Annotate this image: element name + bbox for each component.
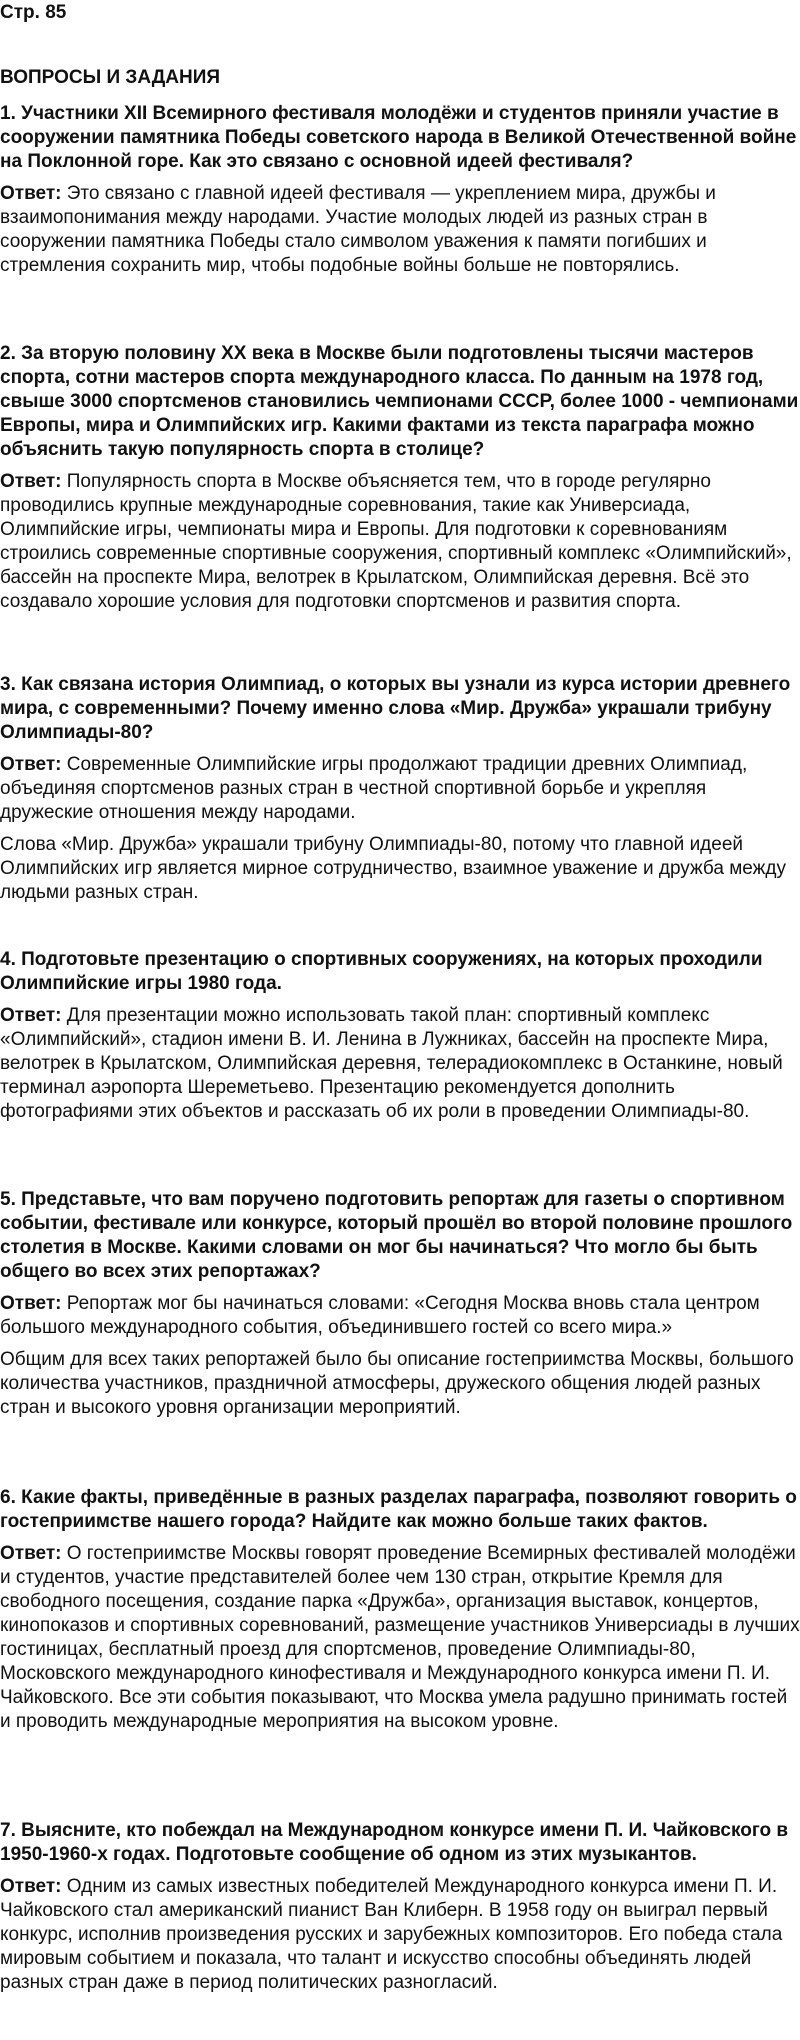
question-block-1	[0, 102, 800, 278]
question-text: 3. Как связана история Олимпиад, о которых вы узнали из курса истории древнего мира, с современными? Почему именно слова «Мир. Дружба» украшали трибуну Олимпиады-80?	[0, 674, 791, 743]
answer-label: Ответ:	[0, 754, 62, 775]
question-block-4	[0, 948, 800, 1124]
answer-body: Одним из самых известных победителей Международного конкурса имени П. И. Чайковского стал американский пианист Ван Клиберн. В 1958 году он выиграл первый конкурс, исполнив произведения русских и зарубежных композиторов. Его победа стала мировым событием и показала, что талант и искусство способны объединять людей разных стран даже в период политических разногласий.	[0, 1876, 783, 1993]
question-block-5	[0, 1188, 800, 1420]
section-title: ВОПРОСЫ И ЗАДАНИЯ	[0, 67, 221, 88]
answer-text	[0, 1004, 800, 1124]
answer-body: Современные Олимпийские игры продолжают традиции древних Олимпиад, объединяя спортсменов разных стран в честной спортивной борьбе и укрепляя дружеские отношения между народами.	[0, 754, 748, 823]
question-text: 4. Подготовьте презентацию о спортивных сооружениях, на которых проходили Олимпийские игры 1980 года.	[0, 949, 763, 994]
answer-body: О гостеприимстве Москвы говорят проведение Всемирных фестивалей молодёжи и студентов, участие представителей более чем 130 стран, открытие Кремля для свободного посещения, создание парка «Дружба», организация выставок, концертов, кинопоказов и спортивных соревнований, размещение участников Универсиады в лучших гостиницах, бесплатный проезд для спортсменов, проведение Олимпиады-80, Московского международного кинофестиваля и Международного конкурса имени П. И. Чайковского. Все эти события показывают, что Москва умела радушно принимать гостей и проводить международные мероприятия на высоком уровне.	[0, 1543, 800, 1732]
question-block-3	[0, 673, 800, 905]
question-block-6	[0, 1486, 800, 1734]
answer-body: Для презентации можно использовать такой план: спортивный комплекс «Олимпийский», стадион имени В. И. Ленина в Лужниках, бассейн на проспекте Мира, велотрек в Крылатском, Олимпийская деревня, телерадиокомплекс в Останкине, новый терминал аэропорта Шереметьево. Презентацию рекомендуется дополнить фотографиями этих объектов и рассказать об их роли в проведении Олимпиады-80.	[0, 1005, 783, 1122]
question-text: 2. За вторую половину XX века в Москве были подготовлены тысячи мастеров спорта, сотни мастеров спорта международного класса. По данным на 1978 год, свыше 3000 спортсменов становились чемпионами СССР, более 1000 - чемпионами Европы, мира и Олимпийских игр. Какими фактами из текста параграфа можно объяснить такую популярность спорта в столице?	[0, 343, 799, 460]
answer-text	[0, 753, 800, 825]
answer-label: Ответ:	[0, 1876, 62, 1897]
question-text: 6. Какие факты, приведённые в разных разделах параграфа, позволяют говорить о гостеприимстве нашего города? Найдите как можно больше таких фактов.	[0, 1487, 797, 1532]
answer-body: Популярность спорта в Москве объясняется тем, что в городе регулярно проводились крупные международные соревнования, такие как Универсиада, Олимпийские игры, чемпионаты мира и Европы. Для подготовки к соревнованиям строились современные спортивные сооружения, спортивный комплекс «Олимпийский», бассейн на проспекте Мира, велотрек в Крылатском, Олимпийская деревня. Всё это создавало хорошие условия для подготовки спортсменов и развития спорта.	[0, 471, 792, 612]
question-block-2	[0, 342, 800, 614]
answer-text	[0, 1292, 800, 1340]
answer-label: Ответ:	[0, 471, 62, 492]
answer-continuation: Общим для всех таких репортажей было бы описание гостеприимства Москвы, большого количества участников, праздничной атмосферы, дружеского общения людей разных стран и высокого уровня организации мероприятий.	[0, 1349, 794, 1418]
answer-body: Это связано с главной идеей фестиваля — укреплением мира, дружбы и взаимопонимания между народами. Участие молодых людей из разных стран в сооружении памятника Победы стало символом уважения к памяти погибших и стремления сохранить мир, чтобы подобные войны больше не повторялись.	[0, 183, 716, 276]
answer-text	[0, 1542, 800, 1734]
answer-body: Репортаж мог бы начинаться словами: «Сегодня Москва вновь стала центром большого международного события, объединившего гостей со всего мира.»	[0, 1293, 760, 1338]
page-number: Стр. 85	[0, 2, 67, 23]
answer-label: Ответ:	[0, 183, 62, 204]
answer-continuation: Слова «Мир. Дружба» украшали трибуну Олимпиады-80, потому что главной идеей Олимпийских игр является мирное сотрудничество, взаимное уважение и дружба между людьми разных стран.	[0, 834, 786, 903]
question-text: 5. Представьте, что вам поручено подготовить репортаж для газеты о спортивном событии, фестивале или конкурсе, который прошёл во второй половине прошлого столетия в Москве. Какими словами он мог бы начинаться? Что могло бы быть общего во всех этих репортажах?	[0, 1189, 793, 1282]
answer-text	[0, 1875, 800, 1995]
question-text: 1. Участники XII Всемирного фестиваля молодёжи и студентов приняли участие в сооружении памятника Победы советского народа в Великой Отечественной войне на Поклонной горе. Как это связано с основной идеей фестиваля?	[0, 103, 797, 172]
answer-text	[0, 470, 800, 614]
answer-label: Ответ:	[0, 1293, 62, 1314]
answer-label: Ответ:	[0, 1543, 62, 1564]
answer-label: Ответ:	[0, 1005, 62, 1026]
question-block-7	[0, 1819, 800, 1995]
question-text: 7. Выясните, кто побеждал на Международном конкурсе имени П. И. Чайковского в 1950-1960-х годах. Подготовьте сообщение об одном из этих музыкантов.	[0, 1820, 789, 1865]
answer-text	[0, 182, 800, 278]
